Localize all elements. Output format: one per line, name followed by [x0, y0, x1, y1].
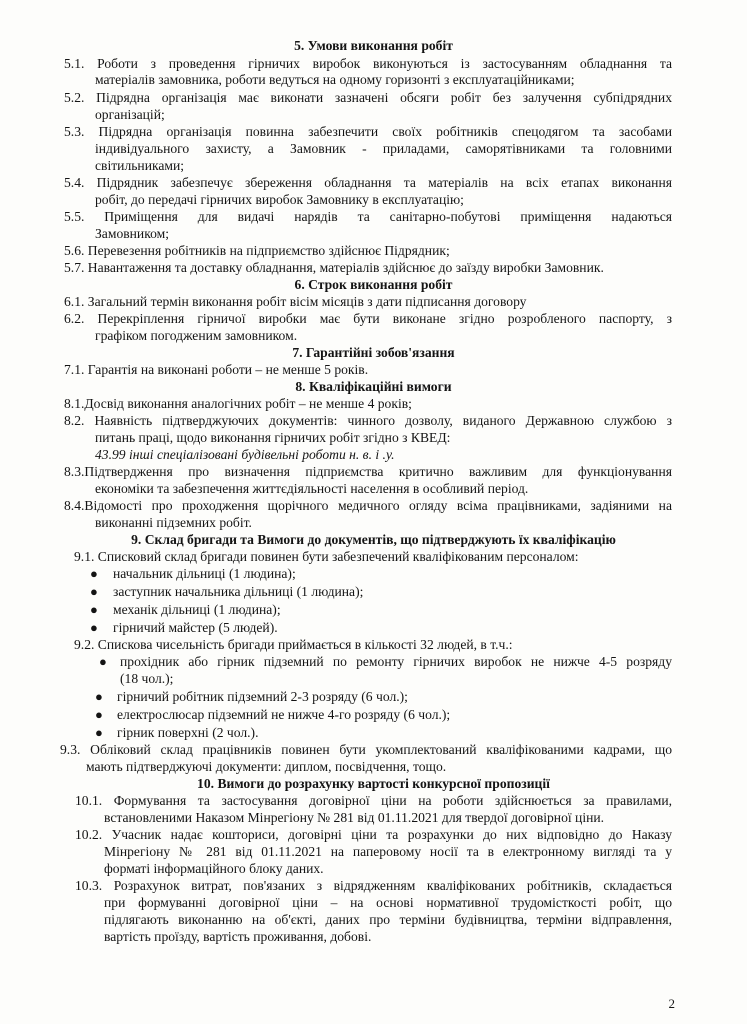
item-5-4-line1: 5.4. Підрядник забезпечує збереження обладнання та матеріалів на всіх етапах виконання — [64, 175, 672, 190]
item-5-3-line1: 5.3. Підрядна організація повинна забезпечити своїх робітників спецодягом та засобами — [64, 124, 672, 139]
item-5-3-line3: світильниками; — [95, 158, 185, 173]
item-10-1-line2: встановленими Наказом Мінрегіону № 281 від 01.11.2021 для твердої договірної ціни. — [104, 810, 605, 825]
item-5-2-line2: організацій; — [95, 107, 165, 122]
item-6-1: 6.1. Загальний термін виконання робіт вісім місяців з дати підписання договору — [64, 294, 527, 309]
item-9-1: 9.1. Списковий склад бригади повинен бути забезпечений кваліфікованим персоналом: — [74, 549, 579, 564]
item-6-2-line2: графіком погодженим замовником. — [95, 328, 298, 343]
item-10-2-line2: Мінрегіону № 281 від 01.11.2021 на паперовому носії та в електронному вигляді та у — [104, 844, 672, 859]
item-7-1: 7.1. Гарантія на виконані роботи – не менше 5 років. — [64, 362, 369, 377]
item-10-3-line3: підлягають виконанню на об'єкті, даних про терміни будівництва, терміни відправлення, — [104, 912, 672, 927]
list-item: гірничий майстер (5 людей). — [113, 620, 278, 635]
bullet-icon: ● — [90, 602, 98, 617]
section-10-title: 10. Вимоги до розрахунку вартості конкурсної пропозиції — [197, 776, 550, 791]
item-5-1-line1: 5.1. Роботи з проведення гірничих виробок виконуються із застосуванням обладнання та — [64, 56, 672, 71]
section-6-title: 6. Строк виконання робіт — [294, 277, 453, 292]
section-5-title: 5. Умови виконання робіт — [294, 38, 453, 53]
item-5-4-line2: робіт, до передачі гірничих виробок Замовнику в експлуатацію; — [95, 192, 464, 207]
bullet-icon: ● — [90, 620, 98, 635]
item-5-5-line2: Замовником; — [95, 226, 170, 241]
list-item: механік дільниці (1 людина); — [113, 602, 281, 617]
list-item: гірничий робітник підземний 2-3 розряду (6 чол.); — [117, 689, 408, 704]
item-5-5-line1: 5.5. Приміщення для видачі нарядів та санітарно-побутові приміщення надаються — [64, 209, 672, 224]
bullet-icon: ● — [95, 689, 103, 704]
page-number: 2 — [668, 996, 675, 1011]
item-5-6: 5.6. Перевезення робітників на підприємство здійснює Підрядник; — [64, 243, 450, 258]
item-9-2: 9.2. Спискова чисельність бригади приймається в кількості 32 людей, в т.ч.: — [74, 637, 513, 652]
item-8-4-line1: 8.4.Відомості про проходження щорічного медичного огляду всіма працівниками, задіяними на — [64, 498, 672, 513]
item-8-2-kved: 43.99 інші спеціалізовані будівельні роботи н. в. і .у. — [95, 447, 395, 462]
list-item: електрослюсар підземний не нижче 4-го розряду (6 чол.); — [117, 707, 451, 722]
list-item: начальник дільниці (1 людина); — [113, 566, 296, 581]
item-10-3-line2: при формуванні договірної ціни – на основі нормативної трудомісткості робіт, що — [104, 895, 672, 910]
bullet-icon: ● — [95, 707, 103, 722]
section-9-title: 9. Склад бригади та Вимоги до документів, що підтверджують їх кваліфікацію — [131, 532, 616, 547]
item-5-1-line2: матеріалів замовника, роботи ведуться на одному горизонті з експлуатаційниками; — [95, 72, 575, 87]
list-item: прохідник або гірник підземний по ремонту гірничих виробок не нижче 4-5 розряду — [120, 654, 672, 669]
item-9-3-line2: мають підтверджуючі документи: диплом, посвідчення, тощо. — [86, 759, 447, 774]
item-10-1-line1: 10.1. Формування та застосування договірної ціни на роботи здійснюється за правилами, — [75, 793, 672, 808]
list-item: заступник начальника дільниці (1 людина); — [113, 584, 364, 599]
bullet-icon: ● — [95, 725, 103, 740]
item-9-3-line1: 9.3. Обліковий склад працівників повинен бути укомплектований кваліфікованими кадрами, що — [60, 742, 672, 757]
item-8-2-line1: 8.2. Наявність підтверджуючих документів: чинного дозволу, виданого Державною службою з — [64, 413, 672, 428]
list-item-continuation: (18 чол.); — [120, 671, 174, 686]
item-8-4-line2: виконанні підземних робіт. — [95, 515, 252, 530]
item-6-2-line1: 6.2. Перекріплення гірничої виробки має бути виконане згідно розробленого паспорту, з — [64, 311, 672, 326]
section-7-title: 7. Гарантійні зобов'язання — [292, 345, 455, 360]
item-10-3-line4: вартість проїзду, вартість проживання, добові. — [104, 929, 372, 944]
item-8-1: 8.1.Досвід виконання аналогічних робіт – не менше 4 років; — [64, 396, 412, 411]
item-5-2-line1: 5.2. Підрядна організація має виконати зазначені обсяги робіт без залучення субпідрядних — [64, 90, 672, 105]
item-10-2-line1: 10.2. Учасник надає кошториси, договірні ціни та розрахунки до них відповідно до Наказу — [75, 827, 672, 842]
item-5-3-line2: індивідуального захисту, а Замовник - приладами, саморятівниками та головними — [95, 141, 672, 156]
item-5-7: 5.7. Навантаження та доставку обладнання, матеріалів здійснює до заїзду виробки Замовник. — [64, 260, 604, 275]
section-8-title: 8. Кваліфікаційні вимоги — [295, 379, 452, 394]
item-8-2-line2: питань праці, щодо виконання гірничих робіт згідно з КВЕД: — [95, 430, 451, 445]
list-item: гірник поверхні (2 чол.). — [117, 725, 259, 740]
bullet-icon: ● — [90, 566, 98, 581]
bullet-icon: ● — [99, 654, 107, 669]
item-8-3-line1: 8.3.Підтвердження про визначення підприємства критично важливим для функціонування — [64, 464, 672, 479]
item-10-2-line3: форматі інформаційного блоку даних. — [104, 861, 324, 876]
item-10-3-line1: 10.3. Розрахунок витрат, пов'язаних з відрядженням кваліфікованих робітників, складається — [75, 878, 672, 893]
bullet-icon: ● — [90, 584, 98, 599]
item-8-3-line2: економіки та забезпечення життєдіяльності населення в особливий період. — [95, 481, 529, 496]
